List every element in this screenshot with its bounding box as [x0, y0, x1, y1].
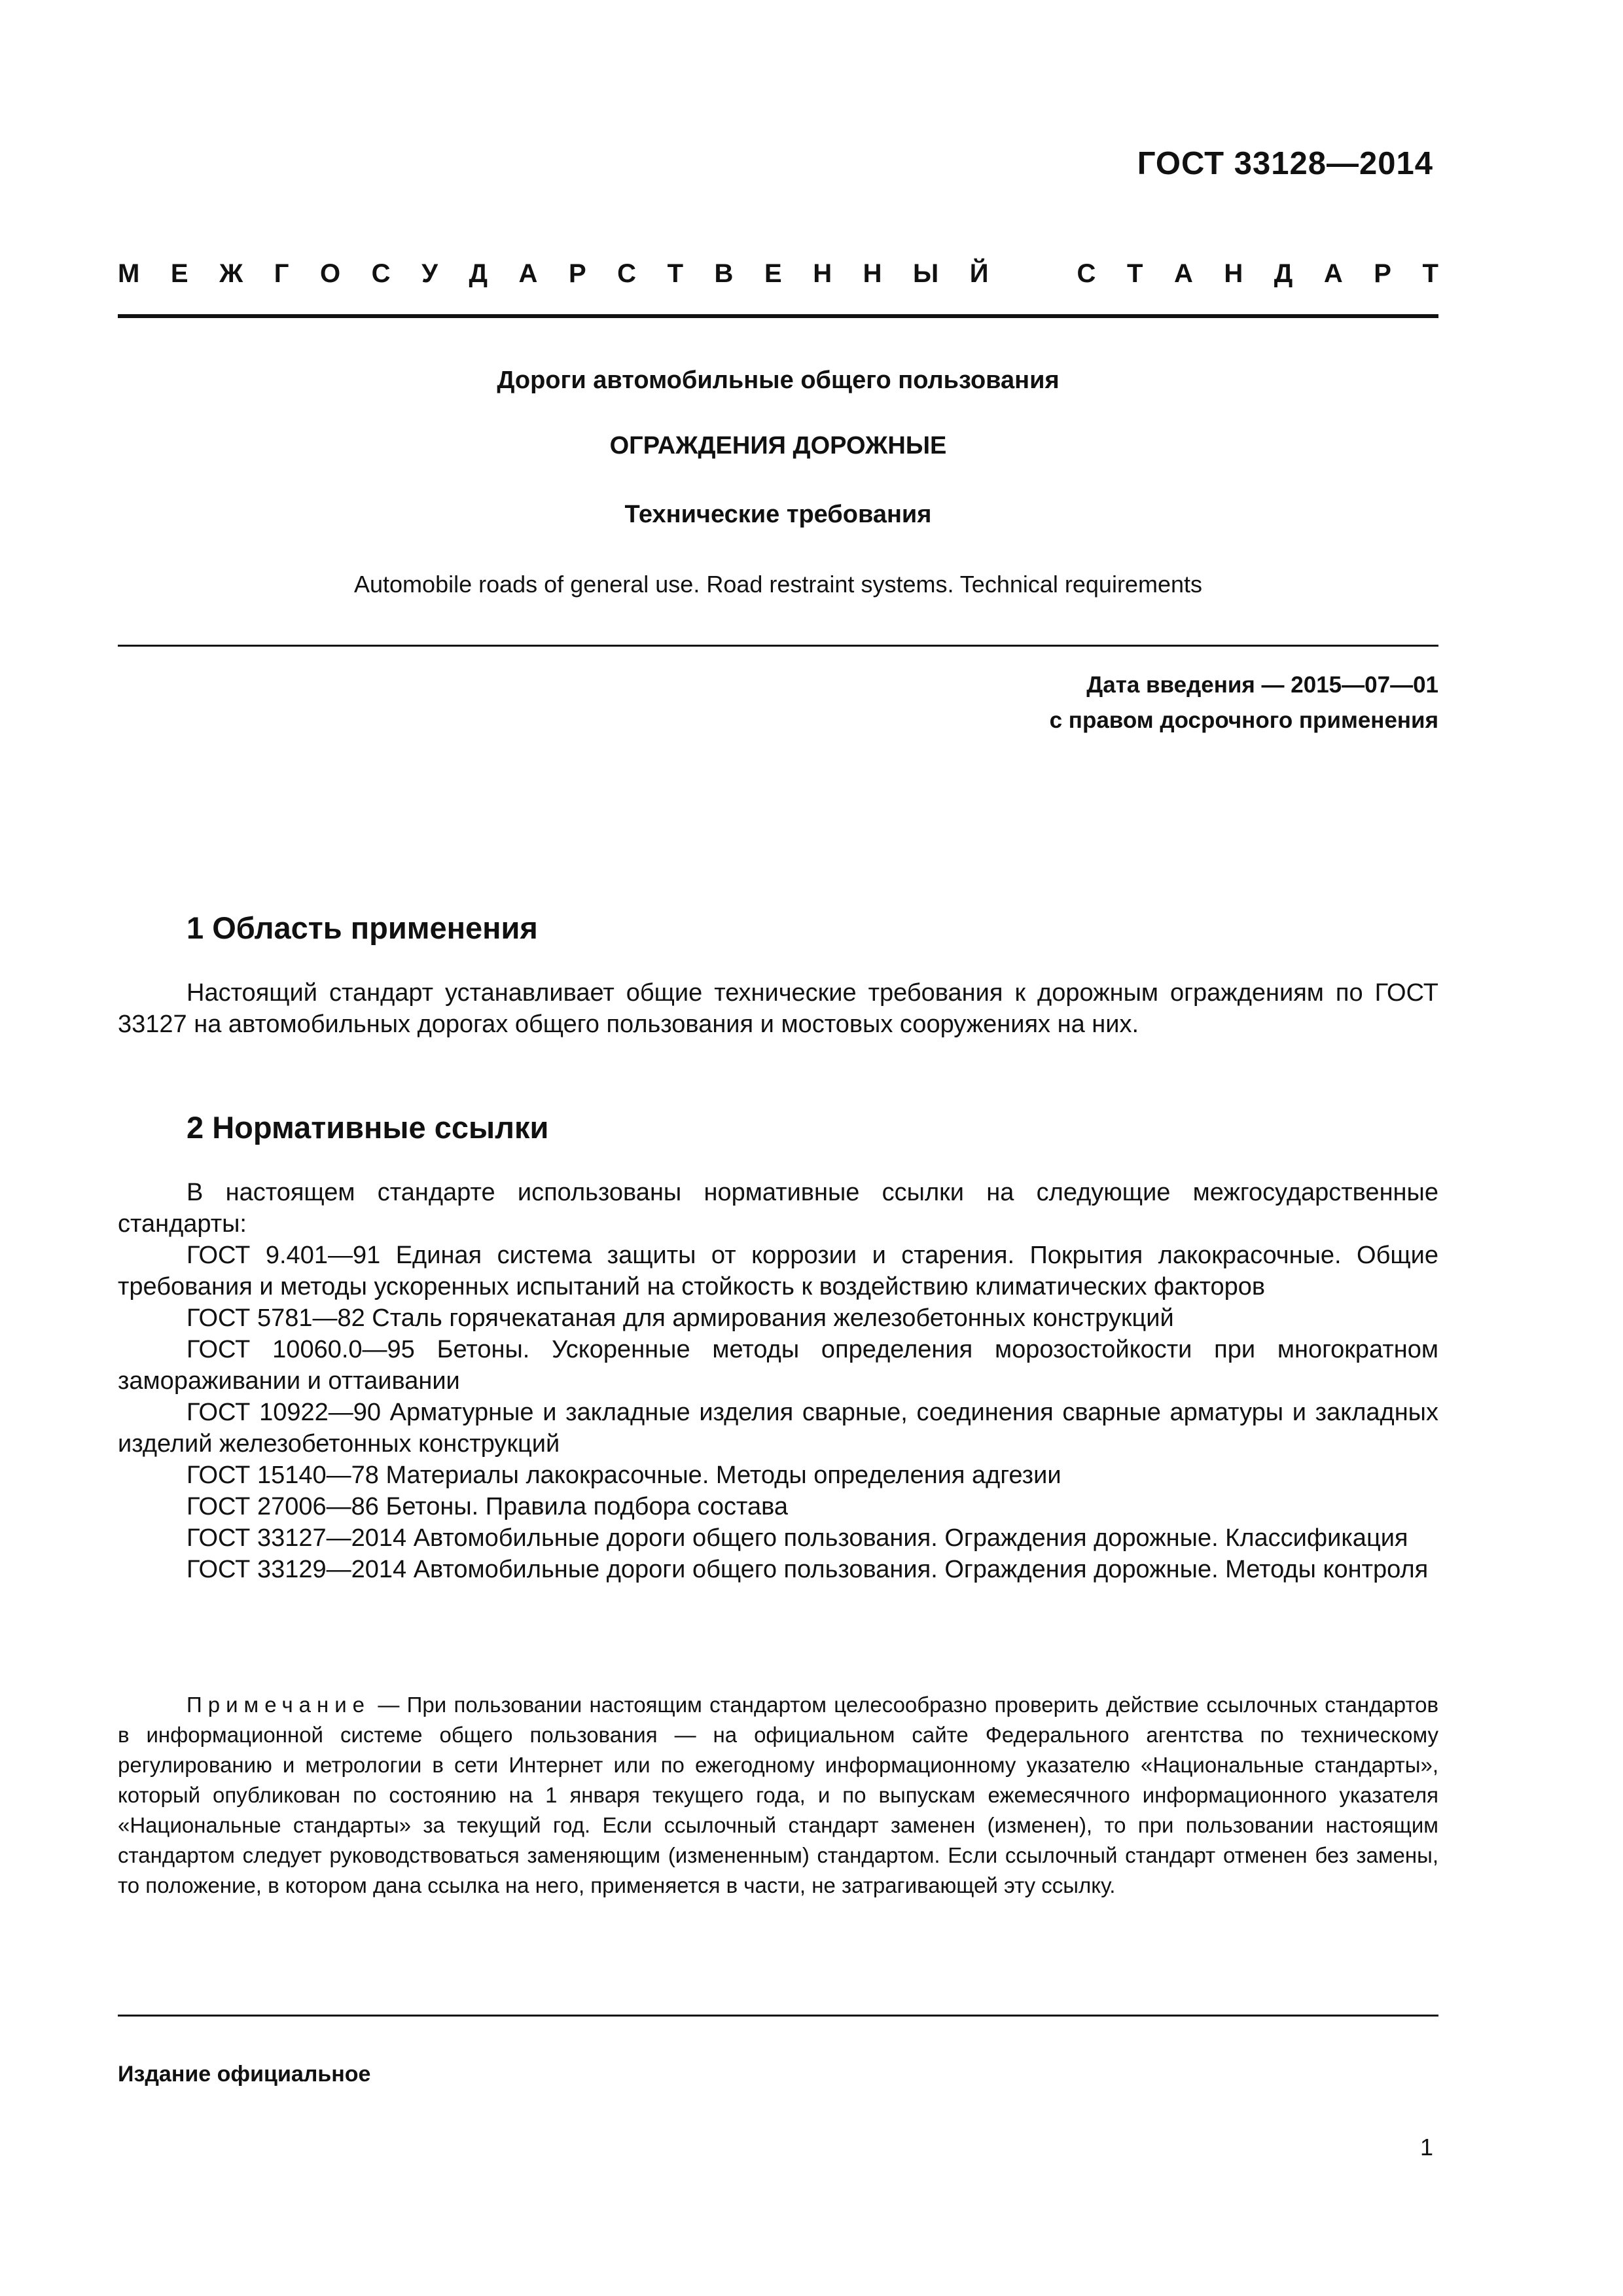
standard-type-letter: А — [1323, 259, 1343, 288]
standard-type-letter: Г — [274, 259, 289, 288]
standard-type-letter: С — [371, 259, 391, 288]
reference-item: ГОСТ 10060.0—95 Бетоны. Ускоренные методы определения морозостойкости при многократном замораживании и оттаивании — [118, 1336, 1438, 1395]
introduction-date-block — [1050, 668, 1438, 738]
document-title-subtitle: Технические требования — [624, 501, 932, 528]
standard-type-letter: С — [1077, 259, 1096, 288]
standard-type-letter: Е — [764, 259, 782, 288]
standard-type-letter: Е — [170, 259, 188, 288]
early-application-note: с правом досрочного применения — [1049, 708, 1438, 733]
standard-type-letter: Д — [1274, 259, 1293, 288]
section-2-heading: 2 Нормативные ссылки — [187, 1110, 549, 1145]
standard-type-letter: С — [617, 259, 637, 288]
standard-type-letter: Р — [568, 259, 586, 288]
header-divider — [118, 314, 1438, 318]
reference-item: ГОСТ 27006—86 Бетоны. Правила подбора состава — [187, 1493, 788, 1520]
reference-item: ГОСТ 5781—82 Сталь горячекатаная для армирования железобетонных конструкций — [187, 1304, 1174, 1332]
section-1-heading: 1 Область применения — [187, 910, 538, 945]
standard-type-letter: В — [714, 259, 734, 288]
standard-type-letter: Д — [469, 259, 488, 288]
note-label: Примечание — [187, 1693, 371, 1717]
reference-item: ГОСТ 10922—90 Арматурные и закладные изделия сварные, соединения сварные арматуры и закладных изделий железобетонных конструкций — [118, 1399, 1438, 1458]
standard-type-letter: Т — [1422, 259, 1438, 288]
standard-type-heading — [118, 255, 1438, 292]
standard-type-letter: А — [518, 259, 538, 288]
introduction-date: Дата введения — 2015—07—01 — [1086, 672, 1438, 698]
footer-divider — [118, 2015, 1438, 2017]
standard-type-letter: Н — [813, 259, 832, 288]
standard-type-letter: Й — [969, 259, 989, 288]
standard-type-letter: Н — [1224, 259, 1243, 288]
standard-type-letter: О — [319, 259, 341, 288]
reference-item: ГОСТ 15140—78 Материалы лакокрасочные. Методы определения адгезии — [187, 1462, 1061, 1489]
document-title-english: Automobile roads of general use. Road restraint systems. Technical requirements — [354, 571, 1202, 598]
section-1-body — [118, 977, 1438, 1040]
section-2-body — [118, 1177, 1438, 1585]
document-number: ГОСТ 33128—2014 — [1137, 146, 1433, 181]
reference-item: ГОСТ 33129—2014 Автомобильные дороги общего пользования. Ограждения дорожные. Методы контроля — [187, 1556, 1429, 1583]
standard-type-letter: Ж — [219, 259, 243, 288]
document-title-line-1: Дороги автомобильные общего пользования — [497, 367, 1060, 394]
standard-type-letter: М — [118, 259, 140, 288]
section-1-paragraph: Настоящий стандарт устанавливает общие технические требования к дорожным ограждениям по ГОСТ 33127 на автомобильных дорогах общего пользования и мостовых сооружениях на них. — [118, 979, 1438, 1038]
section-2-intro: В настоящем стандарте использованы нормативные ссылки на следующие межгосударственные стандарты: — [118, 1179, 1438, 1238]
standard-type-letter: Н — [863, 259, 882, 288]
standard-type-letter: Р — [1374, 259, 1391, 288]
standard-type-letter: Т — [667, 259, 684, 288]
note-text: — При пользовании настоящим стандартом целесообразно проверить действие ссылочных стандартов в информационной системе общего пользования — на официальном сайте Федерального агентства по техническому регулированию и метрологии в сети Интернет или по ежегодному информационному указателю «Национальные стандарты», который опубликован по состоянию на 1 января текущего года, и по выпускам ежемесячного информационного указателя «Национальные стандарты» за текущий год. Если ссылочный стандарт заменен (изменен), то при пользовании настоящим стандартом следует руководствоваться заменяющим (измененным) стандартом. Если ссылочный стандарт отменен без замены, то положение, в котором дана ссылка на него, применяется в части, не затрагивающей эту ссылку. — [118, 1693, 1438, 1897]
official-edition-label: Издание официальное — [118, 2062, 371, 2087]
standard-type-letter: Т — [1126, 259, 1143, 288]
reference-item: ГОСТ 33127—2014 Автомобильные дороги общего пользования. Ограждения дорожные. Классификация — [187, 1524, 1408, 1552]
standard-type-letter: Ы — [913, 259, 939, 288]
note-block — [118, 1690, 1438, 1901]
title-divider — [118, 645, 1438, 647]
document-title-main: ОГРАЖДЕНИЯ ДОРОЖНЫЕ — [609, 432, 947, 459]
page-number: 1 — [1419, 2134, 1433, 2161]
standard-type-letter: А — [1173, 259, 1193, 288]
standard-type-letter: У — [421, 259, 438, 288]
reference-item: ГОСТ 9.401—91 Единая система защиты от коррозии и старения. Покрытия лакокрасочные. Общие требования и методы ускоренных испытаний на стойкость к воздействию климатических факторов — [118, 1242, 1438, 1300]
